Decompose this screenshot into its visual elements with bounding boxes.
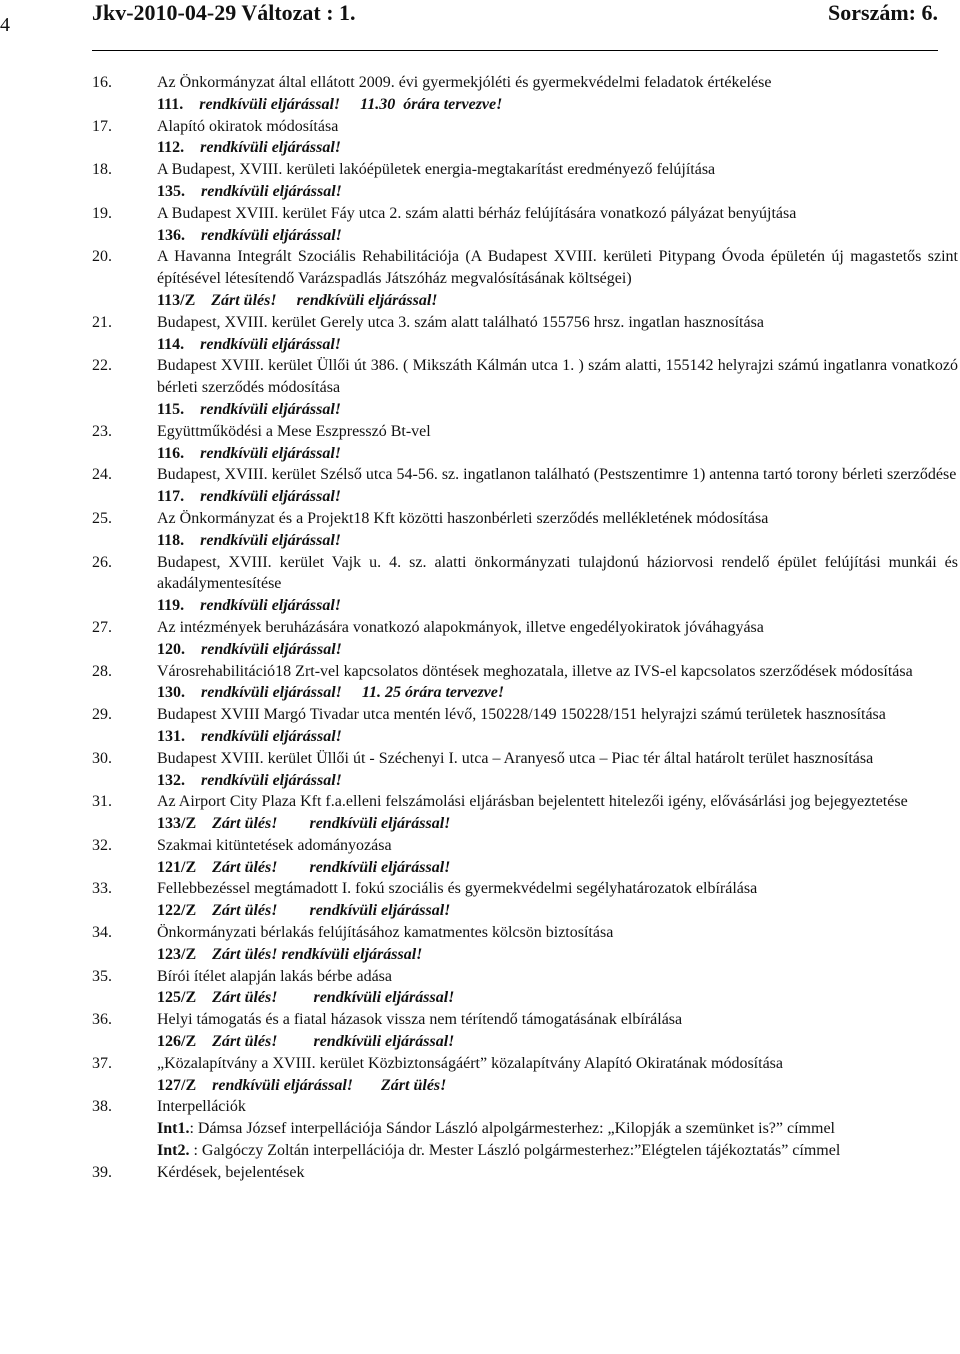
proposal-number: 130. bbox=[157, 684, 185, 702]
proposal-reference bbox=[157, 900, 958, 922]
agenda-item-text: Szakmai kitüntetések adományozása bbox=[157, 836, 392, 854]
agenda-item-text: „Közalapítvány a XVIII. kerület Közbiztonságáért” közalapítvány Alapító Okiratának módosítása bbox=[157, 1054, 783, 1072]
proposal-number: 136. bbox=[157, 226, 185, 244]
agenda-item bbox=[92, 116, 958, 160]
proposal-number: 120. bbox=[157, 640, 185, 658]
agenda-item-number: 18. bbox=[92, 161, 112, 179]
agenda-item-number: 26. bbox=[92, 553, 112, 571]
procedure-note: rendkívüli eljárással! bbox=[200, 488, 342, 506]
procedure-note: Zárt ülés! rendkívüli eljárással! bbox=[212, 989, 455, 1007]
proposal-reference bbox=[157, 595, 958, 617]
agenda-item-text: A Havanna Integrált Szociális Rehabilitációja (A Budapest XVIII. kerületi Pitypang Óvoda épületén új magastetős szint építésével létesítendő Varázspadlás Játszóház megvalósításának költségei) bbox=[157, 248, 958, 288]
agenda-item bbox=[92, 878, 958, 922]
interpellation-2-text: : Galgóczy Zoltán interpellációja dr. Mester László polgármesterhez:”Elégtelen tájékoztatás” címmel bbox=[189, 1142, 841, 1160]
proposal-reference bbox=[157, 399, 958, 421]
agenda-item bbox=[92, 72, 958, 116]
agenda-item-text: Alapító okiratok módosítása bbox=[157, 117, 339, 135]
proposal-number: 125/Z bbox=[157, 989, 197, 1007]
procedure-note: Zárt ülés! rendkívüli eljárással! bbox=[212, 815, 451, 833]
agenda-item bbox=[92, 464, 958, 508]
proposal-number: 121/Z bbox=[157, 858, 197, 876]
agenda-item-text: Az intézmények beruházására vonatkozó alapokmányok, illetve engedélyokiratok jóváhagyása bbox=[157, 618, 764, 636]
agenda-item-number: 24. bbox=[92, 466, 112, 484]
procedure-note: rendkívüli eljárással! 11. 25 órára tervezve! bbox=[201, 684, 505, 702]
proposal-reference bbox=[157, 137, 958, 159]
procedure-note: rendkívüli eljárással! bbox=[201, 226, 342, 244]
interpellation-1-text: : Dámsa József interpellációja Sándor László alpolgármesterhez: „Kilopják a szemünket is?” címmel bbox=[189, 1120, 835, 1138]
procedure-note: rendkívüli eljárással! 11.30 órára tervezve! bbox=[199, 95, 503, 113]
proposal-reference bbox=[157, 944, 958, 966]
agenda-item-text: Az Önkormányzat és a Projekt18 Kft közötti haszonbérleti szerződés mellékletének módosítása bbox=[157, 509, 769, 527]
agenda-item bbox=[92, 159, 958, 203]
agenda-item-text: Az Önkormányzat által ellátott 2009. évi gyermekjóléti és gyermekvédelmi feladatok értékelése bbox=[157, 74, 772, 91]
agenda-item-number: 31. bbox=[92, 793, 112, 811]
proposal-reference bbox=[157, 1075, 958, 1097]
agenda-item-text: Budapest XVIII Margó Tivadar utca mentén lévő, 150228/149 150228/151 helyrajzi számú területek hasznosítása bbox=[157, 706, 886, 724]
agenda-item-number: 17. bbox=[92, 117, 112, 135]
agenda-list bbox=[92, 72, 958, 1184]
proposal-reference bbox=[157, 181, 958, 203]
interpellation-1-label: Int1. bbox=[157, 1120, 190, 1138]
agenda-item-text: A Budapest, XVIII. kerületi lakóépületek energia-megtakarítást eredményező felújítása bbox=[157, 161, 716, 179]
page-number: 4 bbox=[0, 14, 10, 36]
proposal-reference bbox=[157, 290, 958, 312]
agenda-item-text: Budapest XVIII. kerület Üllői út - Széchenyi I. utca – Aranyeső utca – Piac tér által határolt terület hasznosítása bbox=[157, 749, 874, 767]
agenda-item-number: 29. bbox=[92, 706, 112, 724]
agenda-items bbox=[92, 72, 958, 1096]
agenda-item-number: 36. bbox=[92, 1011, 112, 1029]
proposal-number: 118. bbox=[157, 531, 185, 549]
agenda-item-number: 19. bbox=[92, 204, 112, 222]
interpellation-1 bbox=[157, 1118, 958, 1140]
agenda-item bbox=[92, 791, 958, 835]
agenda-item-text: Az Airport City Plaza Kft f.a.elleni felszámolási eljárásban bejelentett hitelezői igény, elővásárlási jog bejegyeztetése bbox=[157, 793, 908, 811]
proposal-number: 123/Z bbox=[157, 945, 197, 963]
agenda-item bbox=[92, 748, 958, 792]
procedure-note: rendkívüli eljárással! Zárt ülés! bbox=[212, 1076, 447, 1094]
procedure-note: Zárt ülés! rendkívüli eljárással! bbox=[212, 858, 451, 876]
agenda-item-number: 34. bbox=[92, 924, 112, 942]
agenda-item-number: 21. bbox=[92, 313, 112, 331]
proposal-number: 135. bbox=[157, 182, 185, 200]
procedure-note: Zárt ülés! rendkívüli eljárással! bbox=[212, 945, 423, 963]
agenda-item bbox=[92, 835, 958, 879]
proposal-reference bbox=[157, 225, 958, 247]
agenda-item-text: Budapest, XVIII. kerület Gerely utca 3. szám alatt található 155756 hrsz. ingatlan hasznosítása bbox=[157, 313, 764, 331]
proposal-number: 126/Z bbox=[157, 1033, 197, 1051]
agenda-item-text: Együttműködési a Mese Eszpresszó Bt-vel bbox=[157, 422, 431, 440]
proposal-number: 111. bbox=[157, 95, 184, 113]
agenda-item bbox=[92, 246, 958, 311]
agenda-item-text: Budapest XVIII. kerület Üllői út 386. ( Mikszáth Kálmán utca 1. ) szám alatti, 155142 helyrajzi számú ingatlanra vonatkozó bérleti szerződés módosítása bbox=[157, 357, 958, 397]
proposal-number: 115. bbox=[157, 400, 185, 418]
agenda-item bbox=[92, 1053, 958, 1097]
proposal-reference bbox=[157, 334, 958, 356]
agenda-item-number: 23. bbox=[92, 422, 112, 440]
agenda-item-text: A Budapest XVIII. kerület Fáy utca 2. szám alatti bérház felújítására vonatkozó pályázat benyújtása bbox=[157, 204, 797, 222]
agenda-item-number: 25. bbox=[92, 509, 112, 527]
agenda-item-text: Budapest, XVIII. kerület Vajk u. 4. sz. alatti önkormányzati tulajdonú háziorvosi rendelő épület felújítási munkái és akadálymentesítése bbox=[157, 553, 958, 593]
agenda-item-number: 27. bbox=[92, 618, 112, 636]
interpellation-2-label: Int2. bbox=[157, 1142, 190, 1160]
procedure-note: rendkívüli eljárással! bbox=[201, 182, 342, 200]
proposal-number: 112. bbox=[157, 139, 185, 157]
agenda-item-number: 37. bbox=[92, 1054, 112, 1072]
agenda-item bbox=[92, 704, 958, 748]
proposal-reference bbox=[157, 94, 958, 116]
agenda-item bbox=[92, 421, 958, 465]
agenda-item bbox=[92, 1009, 958, 1053]
agenda-item-text: Városrehabilitáció18 Zrt-vel kapcsolatos döntések meghozatala, illetve az IVS-el kapcsolatos szerződések módosítása bbox=[157, 662, 913, 680]
procedure-note: rendkívüli eljárással! bbox=[200, 400, 342, 418]
agenda-item-text: Budapest, XVIII. kerület Szélső utca 54-56. sz. ingatlanon található (Pestszentimre 1) antenna tartó torony bérleti szerződése bbox=[157, 466, 957, 484]
procedure-note: Zárt ülés! rendkívüli eljárással! bbox=[211, 291, 438, 309]
proposal-reference bbox=[157, 857, 958, 879]
procedure-note: rendkívüli eljárással! bbox=[201, 771, 342, 789]
agenda-item-number: 38. bbox=[92, 1098, 112, 1116]
agenda-item-text: Bírói ítélet alapján lakás bérbe adása bbox=[157, 967, 393, 985]
procedure-note: Zárt ülés! rendkívüli eljárással! bbox=[212, 902, 451, 920]
procedure-note: rendkívüli eljárással! bbox=[201, 727, 342, 745]
agenda-item-number: 33. bbox=[92, 880, 112, 898]
procedure-note: Zárt ülés! rendkívüli eljárással! bbox=[212, 1033, 455, 1051]
interpellation-2 bbox=[157, 1140, 958, 1162]
agenda-item bbox=[92, 966, 958, 1010]
proposal-reference bbox=[157, 726, 958, 748]
agenda-item-number: 35. bbox=[92, 967, 112, 985]
agenda-item bbox=[92, 552, 958, 617]
procedure-note: rendkívüli eljárással! bbox=[200, 597, 342, 615]
agenda-item bbox=[92, 661, 958, 705]
agenda-item-questions bbox=[92, 1162, 958, 1184]
procedure-note: rendkívüli eljárással! bbox=[201, 640, 342, 658]
proposal-number: 127/Z bbox=[157, 1076, 197, 1094]
proposal-reference bbox=[157, 1031, 958, 1053]
procedure-note: rendkívüli eljárással! bbox=[200, 139, 342, 157]
agenda-item-text: Interpellációk bbox=[157, 1098, 246, 1116]
agenda-item-number: 30. bbox=[92, 749, 112, 767]
page-header bbox=[92, 0, 938, 51]
proposal-reference bbox=[157, 639, 958, 661]
agenda-item-interpellations bbox=[92, 1096, 958, 1161]
procedure-note: rendkívüli eljárással! bbox=[200, 531, 342, 549]
agenda-item bbox=[92, 312, 958, 356]
agenda-item bbox=[92, 355, 958, 420]
proposal-number: 133/Z bbox=[157, 815, 197, 833]
proposal-reference bbox=[157, 443, 958, 465]
header-document-id: Jkv-2010-04-29 Változat : 1. bbox=[92, 0, 356, 25]
agenda-item-text: Helyi támogatás és a fiatal házasok vissza nem térítendő támogatásának elbírálása bbox=[157, 1011, 683, 1029]
proposal-reference bbox=[157, 770, 958, 792]
agenda-item bbox=[92, 508, 958, 552]
proposal-number: 131. bbox=[157, 727, 185, 745]
procedure-note: rendkívüli eljárással! bbox=[200, 335, 342, 353]
agenda-item bbox=[92, 617, 958, 661]
procedure-note: rendkívüli eljárással! bbox=[200, 444, 342, 462]
proposal-reference bbox=[157, 682, 958, 704]
agenda-item-number: 28. bbox=[92, 662, 112, 680]
proposal-reference bbox=[157, 530, 958, 552]
agenda-item-number: 16. bbox=[92, 74, 112, 91]
proposal-number: 116. bbox=[157, 444, 185, 462]
agenda-item-text: Önkormányzati bérlakás felújításához kamatmentes kölcsön biztosítása bbox=[157, 924, 614, 942]
agenda-item-number: 20. bbox=[92, 248, 112, 266]
proposal-number: 122/Z bbox=[157, 902, 197, 920]
agenda-item bbox=[92, 203, 958, 247]
agenda-item bbox=[92, 922, 958, 966]
proposal-number: 117. bbox=[157, 488, 185, 506]
agenda-item-number: 39. bbox=[92, 1163, 112, 1181]
proposal-reference bbox=[157, 813, 958, 835]
proposal-reference bbox=[157, 486, 958, 508]
agenda-item-number: 32. bbox=[92, 836, 112, 854]
agenda-item-number: 22. bbox=[92, 357, 112, 375]
proposal-number: 119. bbox=[157, 597, 185, 615]
agenda-item-text: Kérdések, bejelentések bbox=[157, 1163, 305, 1181]
agenda-item-text: Fellebbezéssel megtámadott I. fokú szociális és gyermekvédelmi segélyhatározatok elbírálása bbox=[157, 880, 758, 898]
header-serial-number: Sorszám: 6. bbox=[828, 0, 938, 25]
proposal-number: 114. bbox=[157, 335, 185, 353]
proposal-reference bbox=[157, 987, 958, 1009]
proposal-number: 113/Z bbox=[157, 291, 196, 309]
proposal-number: 132. bbox=[157, 771, 185, 789]
